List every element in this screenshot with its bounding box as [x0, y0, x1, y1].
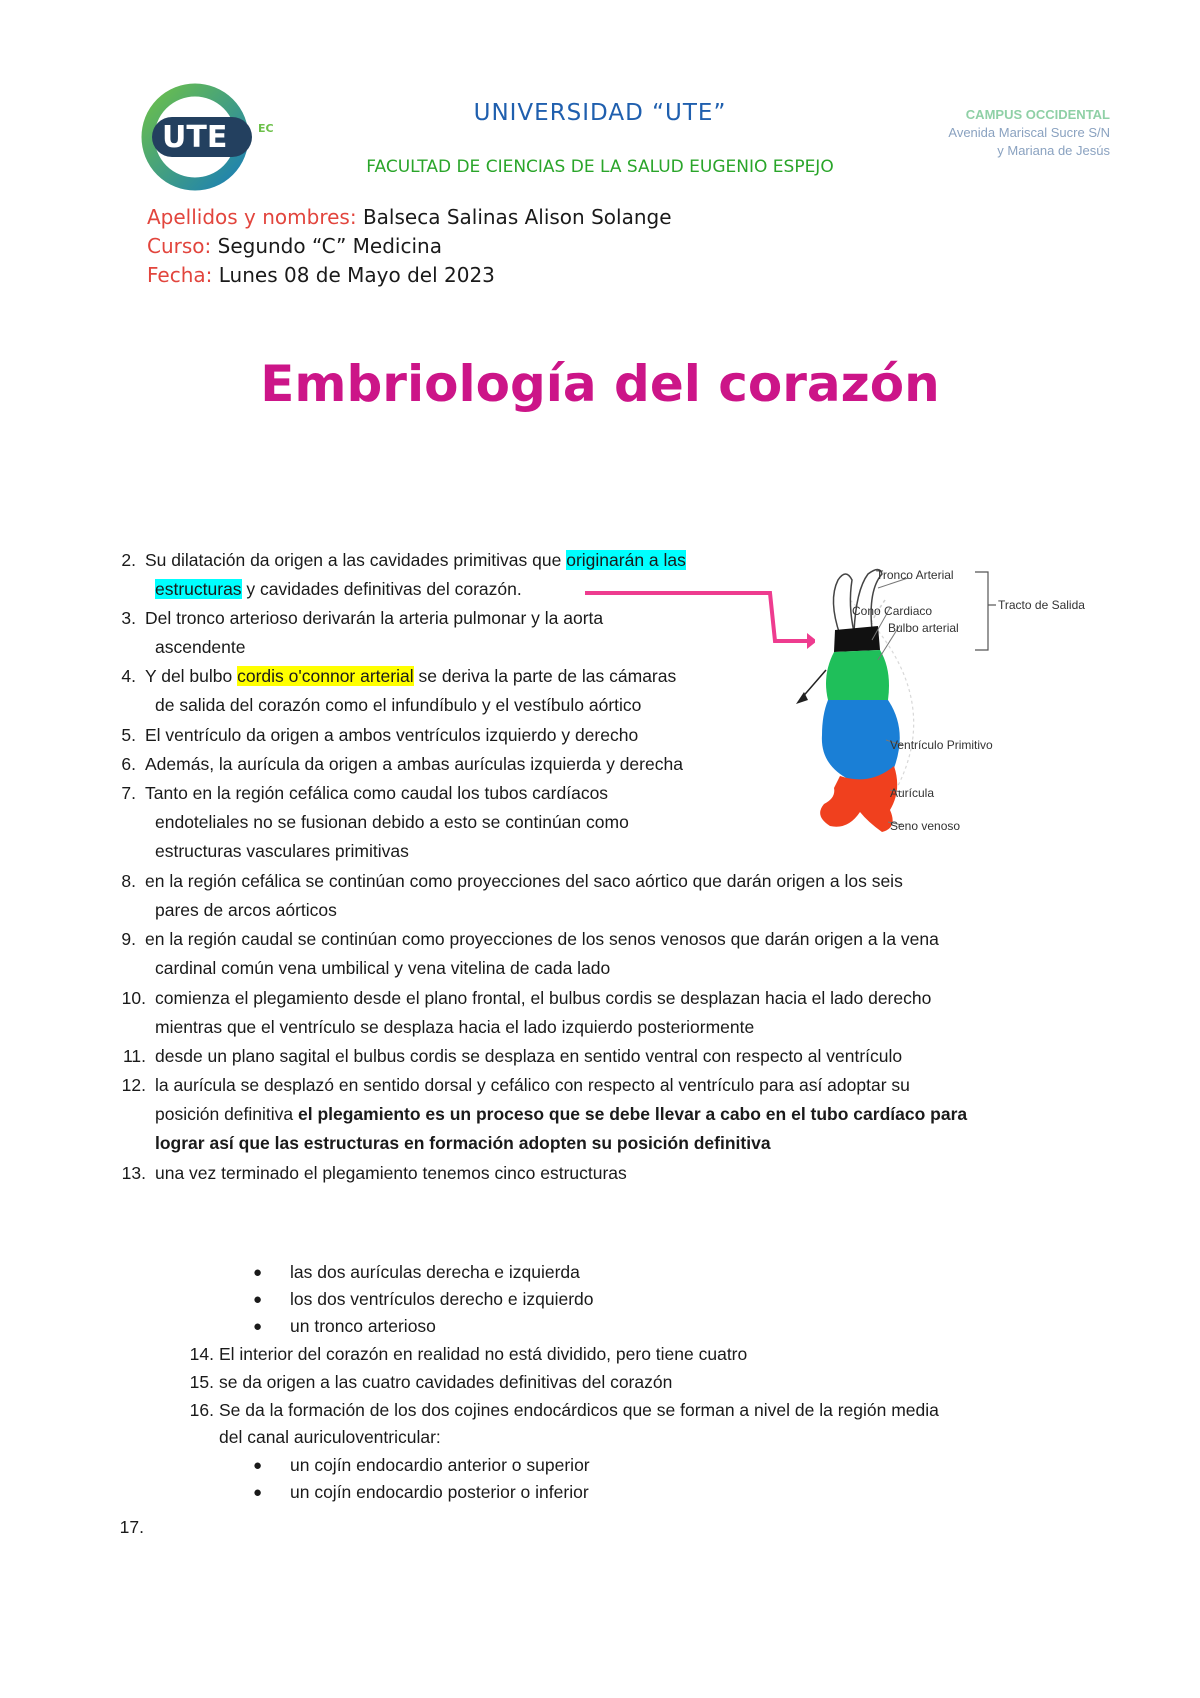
list-item: Del tronco arterioso derivarán la arteria pulmonar y la aorta [145, 608, 604, 628]
item-text: Y del bulbo [145, 666, 238, 686]
list-item-continued: de salida del corazón como el infundíbulo y el vestíbulo aórtico [155, 695, 642, 715]
label-tronco-arterial: Tronco Arterial [876, 568, 954, 582]
bullet-item: un tronco arterioso [290, 1316, 436, 1336]
item-text: posición definitiva [155, 1104, 298, 1124]
list-item: se da origen a las cuatro cavidades definitivas del corazón [219, 1372, 673, 1392]
list-item [145, 666, 676, 687]
bullet-item: los dos ventrículos derecho e izquierdo [290, 1289, 594, 1309]
list-item: Tanto en la región cefálica como caudal los tubos cardíacos [145, 783, 609, 803]
item-text: y cavidades definitivas del corazón. [241, 579, 522, 599]
label-cono-cardiaco: Cono Cardiaco [852, 604, 933, 618]
date-value: Lunes 08 de Mayo del 2023 [212, 263, 495, 287]
list-number: 2. [121, 550, 136, 570]
list-item: comienza el plegamiento desde el plano frontal, el bulbus cordis se desplazan hacia el lado derecho [155, 988, 932, 1008]
list-item: Se da la formación de los dos cojines endocárdicos que se forman a nivel de la región media [219, 1400, 939, 1420]
highlighted-text: originarán a las [566, 550, 686, 570]
student-name: Balseca Salinas Alison Solange [356, 205, 672, 229]
list-item-continued: cardinal común vena umbilical y vena vitelina de cada lado [155, 958, 611, 978]
list-number: 16. [189, 1400, 214, 1420]
pointer-arrow-icon [585, 585, 815, 650]
list-item: en la región caudal se continúan como proyecciones de los senos venosos que darán origen a la vena [145, 929, 939, 949]
bold-text: el plegamiento es un proceso que se debe llevar a cabo en el tubo cardíaco para [298, 1104, 968, 1124]
student-info [147, 203, 672, 290]
list-number: 11. [122, 1046, 146, 1066]
list-number: 12. [121, 1075, 146, 1095]
bullet-item: un cojín endocardio anterior o superior [290, 1455, 590, 1475]
bullet-icon: ● [253, 1318, 263, 1335]
list-item: en la región cefálica se continúan como proyecciones del saco aórtico que darán origen a los seis [145, 871, 903, 891]
list-number: 3. [121, 608, 136, 628]
name-label: Apellidos y nombres: [147, 205, 357, 229]
list-item: desde un plano sagital el bulbus cordis se desplaza en sentido ventral con respecto al ventrículo [155, 1046, 903, 1066]
heart-tube-diagram [790, 560, 1170, 850]
item-text: se deriva la parte de las cámaras [413, 666, 677, 686]
label-auricula: Aurícula [890, 786, 935, 800]
campus-address-1: Avenida Mariscal Sucre S/N [948, 125, 1110, 140]
bullet-icon: ● [253, 1291, 263, 1308]
list-number: 14. [189, 1344, 214, 1364]
label-bulbo-arterial: Bulbo arterial [888, 621, 959, 635]
highlighted-text: cordis o'connor arterial [237, 666, 414, 686]
list-number: 6. [121, 754, 136, 774]
list-item [145, 550, 686, 571]
list-item-continued: endoteliales no se fusionan debido a esto se continúan como [155, 812, 629, 832]
list-item-continued: del canal auriculoventricular: [219, 1427, 441, 1447]
list-item: Además, la aurícula da origen a ambas aurículas izquierda y derecha [145, 754, 683, 774]
list-number: 9. [121, 929, 136, 949]
list-item-continued [155, 1104, 967, 1125]
list-item-continued: pares de arcos aórticos [155, 900, 337, 920]
date-label: Fecha: [147, 263, 213, 287]
bullet-item: las dos aurículas derecha e izquierda [290, 1262, 580, 1282]
list-item: la aurícula se desplazó en sentido dorsal y cefálico con respecto al ventrículo para así adoptar su [155, 1075, 910, 1095]
student-name-row [147, 203, 672, 232]
bullet-icon: ● [253, 1264, 263, 1281]
list-item-continued: mientras que el ventrículo se desplaza hacia el lado izquierdo posteriormente [155, 1017, 755, 1037]
bullet-icon: ● [253, 1484, 263, 1501]
label-tracto-salida: Tracto de Salida [998, 598, 1085, 612]
campus-address-2: y Mariana de Jesús [997, 143, 1110, 158]
list-number: 13. [121, 1163, 146, 1183]
date-row [147, 261, 672, 290]
list-item-continued: lograr así que las estructuras en formación adopten su posición definitiva [155, 1133, 771, 1153]
label-ventriculo-primitivo: Ventrículo Primitivo [890, 738, 993, 752]
list-number: 7. [121, 783, 136, 803]
page-title: Embriología del corazón [260, 355, 940, 413]
item-text: Su dilatación da origen a las cavidades primitivas que [145, 550, 567, 570]
list-number: 4. [121, 666, 136, 686]
faculty-name: FACULTAD DE CIENCIAS DE LA SALUD EUGENIO ESPEJO [366, 157, 834, 177]
list-number: 10. [121, 988, 146, 1008]
list-item: El interior del corazón en realidad no está dividido, pero tiene cuatro [219, 1344, 748, 1364]
list-item: El ventrículo da origen a ambos ventrículos izquierdo y derecho [145, 725, 639, 745]
course-row [147, 232, 672, 261]
bullet-item: un cojín endocardio posterior o inferior [290, 1482, 589, 1502]
logo-sup: EC [258, 122, 274, 135]
list-item-continued [155, 579, 522, 600]
university-name: UNIVERSIDAD “UTE” [473, 100, 727, 126]
bullet-icon: ● [253, 1457, 263, 1474]
campus-title: CAMPUS OCCIDENTAL [965, 107, 1110, 122]
list-number: 17. [119, 1517, 144, 1537]
course-value: Segundo “C” Medicina [211, 234, 442, 258]
course-label: Curso: [147, 234, 212, 258]
campus-block [948, 106, 1110, 160]
list-number: 5. [121, 725, 136, 745]
label-seno-venoso: Seno venoso [890, 819, 961, 833]
list-number: 8. [121, 871, 136, 891]
list-item: una vez terminado el plegamiento tenemos cinco estructuras [155, 1163, 627, 1183]
list-item-continued: estructuras vasculares primitivas [155, 841, 409, 861]
logo-text: UTE [162, 120, 228, 155]
heart-tube-illustration [790, 560, 1170, 850]
list-item-continued: ascendente [155, 637, 246, 657]
highlighted-text: estructuras [155, 579, 242, 599]
list-number: 15. [189, 1372, 214, 1392]
